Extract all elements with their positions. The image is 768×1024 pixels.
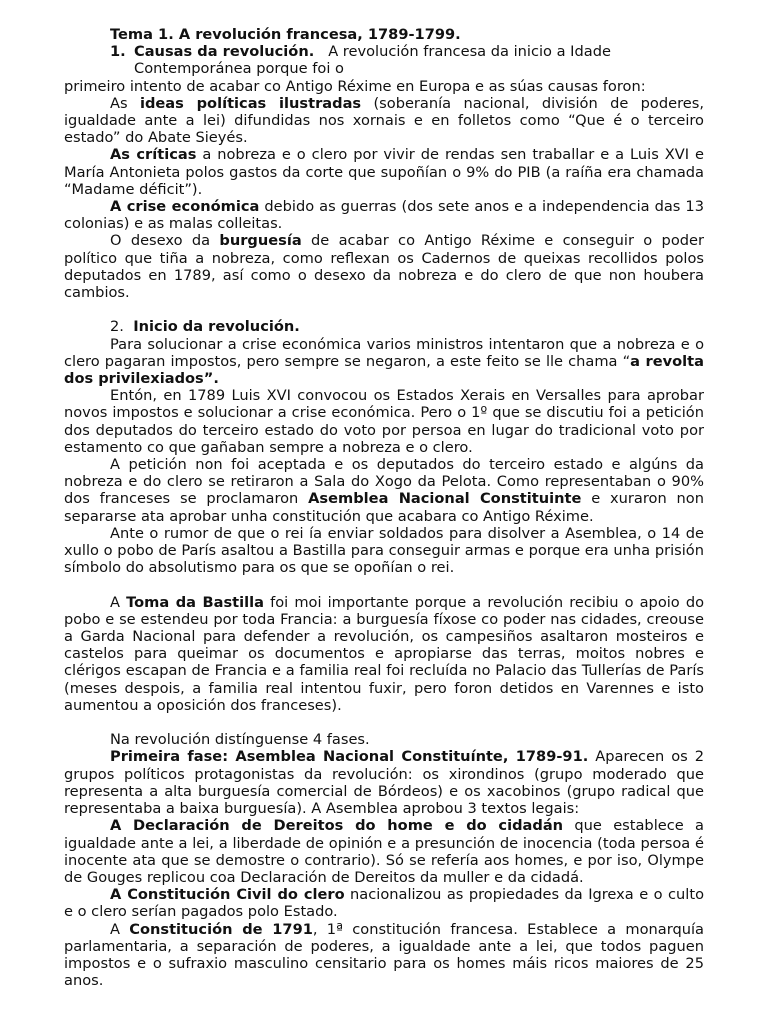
paragraph: A Constitución de 1791, 1ª constitución francesa. Establece a monarquía parlamentaria, a separación de poderes, a igualdade ante a lei, que todos paguen impostos e o sufraxio masculino censitario para os homes máis ricos maiores de 25 anos. bbox=[64, 920, 704, 990]
paragraph: primeiro intento de acabar co Antigo Réxime en Europa e as súas causas foron: bbox=[64, 77, 646, 95]
document-title: Tema 1. A revolución francesa, 1789-1799. bbox=[110, 26, 461, 43]
paragraph: As críticas a nobreza e o clero por vivir de rendas sen traballar e a Luis XVI e María Antonieta polos gastos da corte que supoñían o 9% do PIB (a raíña era chamada “Madame déficit”). bbox=[64, 146, 704, 198]
paragraph: A petición non foi aceptada e os deputados do terceiro estado e algúns da nobreza e do clero se retiraron a Sala do Xogo da Pelota. Como representaban o 90% dos franceses se proclamaron Asemblea Nacional Constituinte e xuraron non separarse ata aprobar unha constitución que acabara co Antigo Réxime. bbox=[64, 456, 704, 525]
section-1-heading: 1. Causas da revolución. A revolución francesa da inicio a Idade Contemporánea porque foi o bbox=[110, 43, 611, 78]
paragraph: A Toma da Bastilla foi moi importante porque a revolución recibiu o apoio do pobo e se estendeu por toda Francia: a burguesía fíxose co poder nas cidades, creouse a Garda Nacional para defender a revolución, os campesiños asaltaron mosteiros e castelos para queimar os documentos e apropiarse das terras, moitos nobres e clérigos escapan de Francia e a familia real foi recluída no Palacio das Tullerías de París (meses despois, a familia real intentou fuxir, pero foron detidos en Varennes e isto aumentou a oposición dos franceses). bbox=[64, 593, 705, 714]
paragraph: Na revolución distínguense 4 fases. bbox=[110, 731, 370, 749]
paragraph: Entón, en 1789 Luis XVI convocou os Estados Xerais en Versalles para aprobar novos impostos e solucionar a crise económica. Pero o 1º que se discutiu foi a petición dos deputados do terceiro estado do voto por persoa en lugar do tradicional voto por estamento co que gañaban sempre a nobreza e o clero. bbox=[64, 387, 704, 456]
paragraph: A crise económica debido as guerras (dos sete anos e a independencia das 13 colonias) e as malas colleitas. bbox=[64, 198, 704, 233]
paragraph: A Declaración de Dereitos do home e do cidadán que establece a igualdade ante a lei, a liberdade de opinión e a presunción de inocencia (toda persoa é inocente ata que se demostre o contrario). Só se refería aos homes, e por iso, Olympe de Gouges replicou coa Declaración de Dereitos da muller e da cidadá. bbox=[64, 817, 704, 886]
paragraph: Ante o rumor de que o rei ía enviar soldados para disolver a Asemblea, o 14 de xullo o pobo de París asaltou a Bastilla para conseguir armas e porque era unha prisión símbolo do absolutismo para os que se opoñían o rei. bbox=[64, 524, 704, 577]
paragraph: A Constitución Civil do clero nacionalizou as propiedades da Igrexa e o culto e o clero serían pagados polo Estado. bbox=[64, 886, 704, 921]
section-2-heading: 2. Inicio da revolución. bbox=[110, 318, 300, 336]
section-title: Causas da revolución. bbox=[134, 43, 315, 61]
paragraph: As ideas políticas ilustradas (soberanía nacional, división de poderes, igualdade ante a lei) difundidas nos xornais e en folletos como “Que é o terceiro estado” do Abate Sieyés. bbox=[64, 94, 704, 147]
section-number: 1. bbox=[110, 43, 126, 61]
paragraph: O desexo da burguesía de acabar co Antigo Réxime e conseguir o poder político que tiña a nobreza, como reflexan os Cadernos de queixas recollidos polos deputados en 1789, así como o desexo da nobreza e do clero de que non houbera cambios. bbox=[64, 232, 704, 302]
paragraph: Para solucionar a crise económica varios ministros intentaron que a nobreza e o clero pagaran impostos, pero sempre se negaron, a este feito se lle chama “a revolta dos privilexiados”. bbox=[64, 335, 704, 388]
section-title: Inicio da revolución. bbox=[133, 318, 300, 336]
paragraph: Primeira fase: Asemblea Nacional Constituínte, 1789-91. Aparecen os 2 grupos políticos protagonistas da revolución: os xirondinos (grupo moderado que representa a alta burguesía comercial de Bórdeos) e os xacobinos (grupo radical que representaba a baixa burguesía). A Asemblea aprobou 3 textos legais: bbox=[64, 748, 704, 818]
